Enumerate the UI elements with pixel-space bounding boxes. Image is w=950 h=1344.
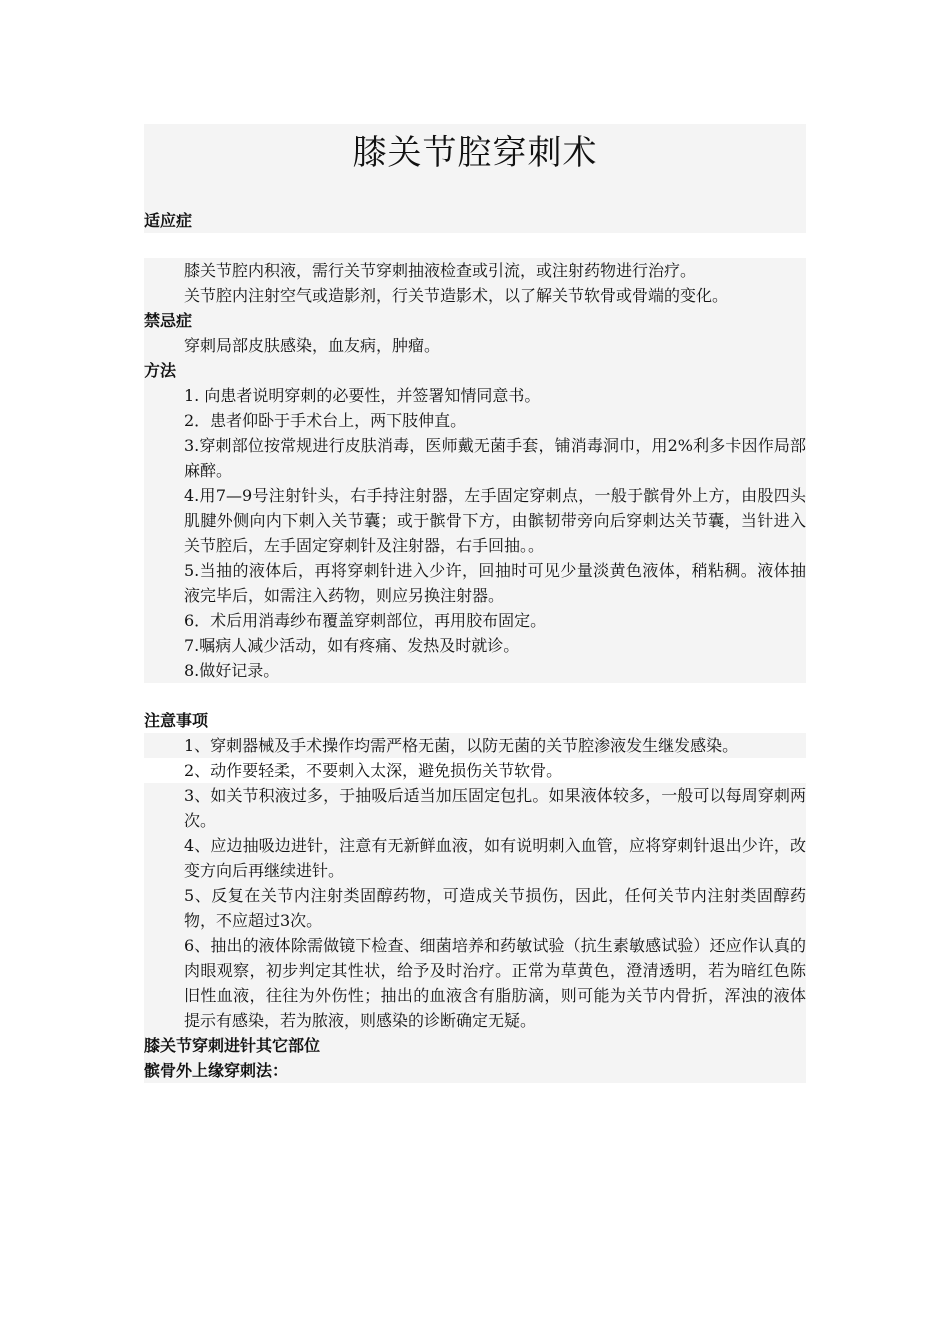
page-title: 膝关节腔穿刺术 xyxy=(144,124,806,208)
other-sites-heading: 膝关节穿刺进针其它部位 xyxy=(144,1033,806,1058)
note-item: 2、动作要轻柔，不要刺入太深，避免损伤关节软骨。 xyxy=(184,761,563,780)
note-item: 3、如关节积液过多，于抽吸后适当加压固定包扎。如果液体较多，一般可以每周穿刺两次。 xyxy=(144,783,806,833)
contraindications-text: 穿刺局部皮肤感染，血友病，肿瘤。 xyxy=(144,333,806,358)
note-item: 1、穿刺器械及手术操作均需严格无菌，以防无菌的关节腔渗液发生继发感染。 xyxy=(144,733,806,758)
method-step-text: 4.用7—9号注射针头，右手持注射器，左手固定穿刺点，一般于髌骨外上方，由股四头肌腱外侧向内下刺入关节囊；或于髌骨下方，由髌韧带旁向后穿刺达关节囊，当针进入关节腔后，左手固定穿刺针及注射器，右手回抽。。 xyxy=(184,486,806,555)
method-step: 7.嘱病人减少活动，如有疼痛、发热及时就诊。 xyxy=(144,633,806,658)
method-step: 1. 向患者说明穿刺的必要性，并签署知情同意书。 xyxy=(144,383,806,408)
method-step xyxy=(144,483,806,558)
method-step-text: 3.穿刺部位按常规进行皮肤消毒，医师戴无菌手套，铺消毒洞巾，用2%利多卡因作局部麻醉。 xyxy=(184,436,806,480)
method-step: 6．术后用消毒纱布覆盖穿刺部位，再用胶布固定。 xyxy=(144,608,806,633)
indications-number xyxy=(144,233,231,258)
contraindications-heading: 禁忌症 xyxy=(144,308,806,333)
other-sites-subheading: 髌骨外上缘穿刺法： xyxy=(144,1058,806,1083)
method-step-text: 5.当抽的液体后，再将穿刺针进入少许，回抽时可见少量淡黄色液体，稍粘稠。液体抽液完毕后，如需注入药物，则应另换注射器。 xyxy=(184,561,806,605)
method-step: 2．患者仰卧于手术台上，两下肢伸直。 xyxy=(144,408,806,433)
spacer xyxy=(144,683,806,708)
method-step xyxy=(144,558,806,608)
indication-item: 膝关节腔内积液，需行关节穿刺抽液检查或引流，或注射药物进行治疗。 xyxy=(144,258,806,283)
notes-heading: 注意事项 xyxy=(144,711,209,730)
indications-heading: 适应症 xyxy=(144,208,806,233)
method-heading: 方法 xyxy=(144,358,806,383)
method-step: 8.做好记录。 xyxy=(144,658,806,683)
document-page xyxy=(144,124,806,1083)
method-step xyxy=(144,433,806,483)
indication-item: 关节腔内注射空气或造影剂，行关节造影术，以了解关节软骨或骨端的变化。 xyxy=(144,283,806,308)
note-item: 5、反复在关节内注射类固醇药物，可造成关节损伤，因此，任何关节内注射类固醇药物，不应超过3次。 xyxy=(144,883,806,933)
indications-number-row xyxy=(144,233,806,258)
note-item: 6、抽出的液体除需做镜下检查、细菌培养和药敏试验（抗生素敏感试验）还应作认真的肉眼观察，初步判定其性状，给予及时治疗。正常为草黄色，澄清透明，若为暗红色陈旧性血液，往往为外伤性；抽出的血液含有脂肪滴，则可能为关节内骨折，浑浊的液体提示有感染，若为脓液，则感染的诊断确定无疑。 xyxy=(144,933,806,1033)
note-item: 4、应边抽吸边进针，注意有无新鲜血液，如有说明刺入血管，应将穿刺针退出少许，改变方向后再继续进针。 xyxy=(144,833,806,883)
